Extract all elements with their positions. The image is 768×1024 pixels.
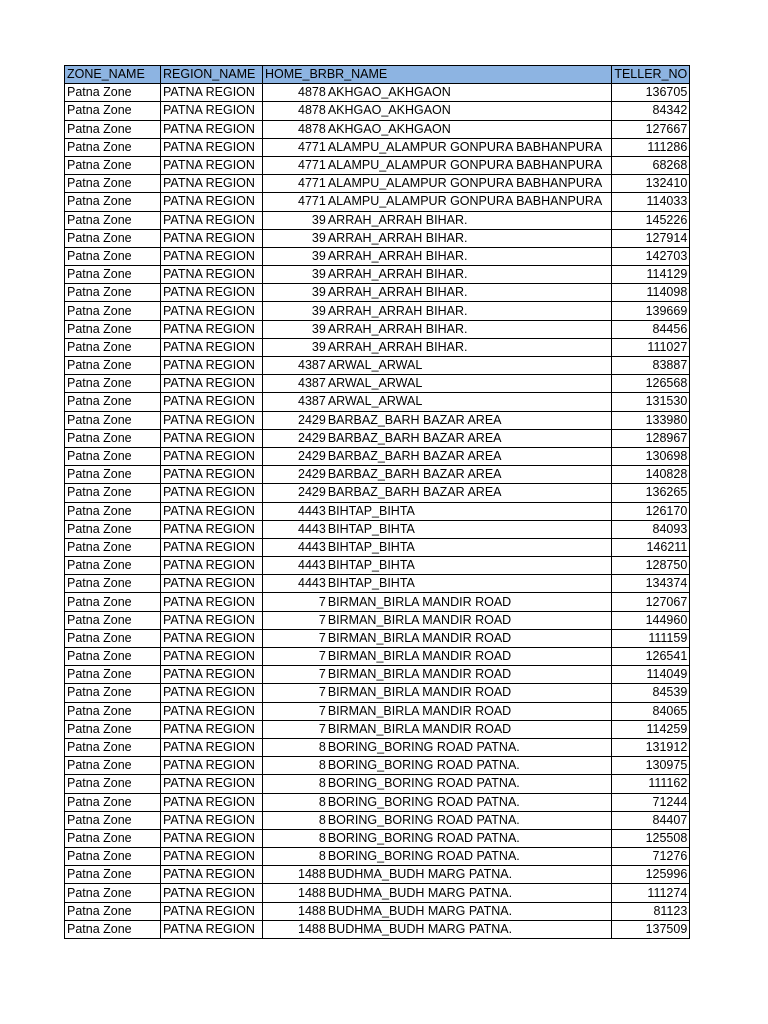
cell-region-name: PATNA REGION (161, 593, 263, 611)
cell-home-br: 8 (263, 793, 327, 811)
table-row (65, 811, 690, 829)
cell-home-br: 4443 (263, 557, 327, 575)
cell-br-name: BORING_BORING ROAD PATNA. (327, 775, 612, 793)
cell-home-br: 8 (263, 757, 327, 775)
cell-home-br: 4387 (263, 393, 327, 411)
table-row (65, 484, 690, 502)
cell-region-name: PATNA REGION (161, 429, 263, 447)
cell-br-name: AKHGAO_AKHGAON (327, 84, 612, 102)
cell-region-name: PATNA REGION (161, 811, 263, 829)
cell-home-br: 4771 (263, 193, 327, 211)
cell-teller-no: 81123 (612, 902, 690, 920)
cell-zone-name: Patna Zone (65, 920, 161, 938)
cell-zone-name: Patna Zone (65, 502, 161, 520)
cell-br-name: ARWAL_ARWAL (327, 357, 612, 375)
cell-zone-name: Patna Zone (65, 575, 161, 593)
cell-region-name: PATNA REGION (161, 611, 263, 629)
cell-home-br: 7 (263, 684, 327, 702)
cell-region-name: PATNA REGION (161, 156, 263, 174)
cell-zone-name: Patna Zone (65, 593, 161, 611)
cell-region-name: PATNA REGION (161, 393, 263, 411)
cell-home-br: 4443 (263, 538, 327, 556)
cell-region-name: PATNA REGION (161, 738, 263, 756)
table-row (65, 247, 690, 265)
cell-teller-no: 140828 (612, 466, 690, 484)
header-teller-no: TELLER_NO (612, 66, 690, 84)
cell-home-br: 7 (263, 720, 327, 738)
cell-home-br: 4771 (263, 138, 327, 156)
cell-home-br: 39 (263, 284, 327, 302)
cell-br-name: ARRAH_ARRAH BIHAR. (327, 320, 612, 338)
table-row (65, 284, 690, 302)
cell-teller-no: 84539 (612, 684, 690, 702)
cell-region-name: PATNA REGION (161, 229, 263, 247)
cell-home-br: 39 (263, 247, 327, 265)
cell-region-name: PATNA REGION (161, 484, 263, 502)
table-row (65, 775, 690, 793)
cell-home-br: 4443 (263, 575, 327, 593)
table-header (65, 66, 690, 84)
cell-br-name: ALAMPU_ALAMPUR GONPURA BABHANPURA (327, 175, 612, 193)
cell-br-name: BUDHMA_BUDH MARG PATNA. (327, 884, 612, 902)
cell-teller-no: 68268 (612, 156, 690, 174)
cell-zone-name: Patna Zone (65, 120, 161, 138)
table-row (65, 102, 690, 120)
table-row (65, 357, 690, 375)
cell-teller-no: 131912 (612, 738, 690, 756)
cell-br-name: BIRMAN_BIRLA MANDIR ROAD (327, 684, 612, 702)
cell-br-name: BUDHMA_BUDH MARG PATNA. (327, 866, 612, 884)
cell-zone-name: Patna Zone (65, 302, 161, 320)
cell-home-br: 7 (263, 648, 327, 666)
table-row (65, 629, 690, 647)
cell-teller-no: 111159 (612, 629, 690, 647)
cell-zone-name: Patna Zone (65, 411, 161, 429)
cell-home-br: 2429 (263, 484, 327, 502)
cell-region-name: PATNA REGION (161, 447, 263, 465)
cell-teller-no: 71244 (612, 793, 690, 811)
table-row (65, 429, 690, 447)
cell-br-name: BIHTAP_BIHTA (327, 520, 612, 538)
cell-teller-no: 131530 (612, 393, 690, 411)
cell-home-br: 4387 (263, 357, 327, 375)
cell-home-br: 2429 (263, 466, 327, 484)
table-row (65, 175, 690, 193)
cell-teller-no: 127067 (612, 593, 690, 611)
cell-home-br: 7 (263, 629, 327, 647)
cell-home-br: 4771 (263, 175, 327, 193)
cell-br-name: BIRMAN_BIRLA MANDIR ROAD (327, 666, 612, 684)
cell-teller-no: 126568 (612, 375, 690, 393)
cell-zone-name: Patna Zone (65, 720, 161, 738)
table-row (65, 193, 690, 211)
cell-region-name: PATNA REGION (161, 666, 263, 684)
cell-teller-no: 137509 (612, 920, 690, 938)
table-row (65, 829, 690, 847)
cell-zone-name: Patna Zone (65, 793, 161, 811)
cell-home-br: 8 (263, 848, 327, 866)
table-row (65, 557, 690, 575)
table-row (65, 447, 690, 465)
cell-zone-name: Patna Zone (65, 684, 161, 702)
cell-teller-no: 144960 (612, 611, 690, 629)
cell-zone-name: Patna Zone (65, 84, 161, 102)
cell-teller-no: 126541 (612, 648, 690, 666)
cell-zone-name: Patna Zone (65, 884, 161, 902)
cell-region-name: PATNA REGION (161, 848, 263, 866)
cell-teller-no: 111286 (612, 138, 690, 156)
cell-br-name: ARWAL_ARWAL (327, 393, 612, 411)
cell-home-br: 39 (263, 302, 327, 320)
cell-region-name: PATNA REGION (161, 284, 263, 302)
table-row (65, 156, 690, 174)
cell-br-name: BARBAZ_BARH BAZAR AREA (327, 429, 612, 447)
cell-br-name: BARBAZ_BARH BAZAR AREA (327, 411, 612, 429)
cell-br-name: BARBAZ_BARH BAZAR AREA (327, 484, 612, 502)
cell-zone-name: Patna Zone (65, 102, 161, 120)
cell-br-name: BORING_BORING ROAD PATNA. (327, 829, 612, 847)
cell-zone-name: Patna Zone (65, 447, 161, 465)
table-row (65, 920, 690, 938)
cell-teller-no: 133980 (612, 411, 690, 429)
cell-br-name: BORING_BORING ROAD PATNA. (327, 848, 612, 866)
cell-region-name: PATNA REGION (161, 702, 263, 720)
table-row (65, 338, 690, 356)
cell-region-name: PATNA REGION (161, 775, 263, 793)
table-row (65, 138, 690, 156)
cell-zone-name: Patna Zone (65, 211, 161, 229)
cell-teller-no: 130698 (612, 447, 690, 465)
cell-zone-name: Patna Zone (65, 702, 161, 720)
cell-home-br: 8 (263, 829, 327, 847)
cell-br-name: BIRMAN_BIRLA MANDIR ROAD (327, 611, 612, 629)
cell-teller-no: 114259 (612, 720, 690, 738)
table-row (65, 575, 690, 593)
cell-zone-name: Patna Zone (65, 338, 161, 356)
cell-br-name: BARBAZ_BARH BAZAR AREA (327, 466, 612, 484)
cell-teller-no: 145226 (612, 211, 690, 229)
cell-home-br: 8 (263, 738, 327, 756)
cell-home-br: 2429 (263, 447, 327, 465)
cell-teller-no: 114129 (612, 266, 690, 284)
cell-br-name: BIHTAP_BIHTA (327, 557, 612, 575)
cell-zone-name: Patna Zone (65, 629, 161, 647)
cell-zone-name: Patna Zone (65, 648, 161, 666)
cell-region-name: PATNA REGION (161, 538, 263, 556)
table-row (65, 229, 690, 247)
cell-zone-name: Patna Zone (65, 829, 161, 847)
table-row (65, 848, 690, 866)
table-row (65, 611, 690, 629)
cell-teller-no: 125996 (612, 866, 690, 884)
cell-home-br: 4878 (263, 120, 327, 138)
table-row (65, 648, 690, 666)
cell-br-name: ALAMPU_ALAMPUR GONPURA BABHANPURA (327, 138, 612, 156)
cell-teller-no: 114098 (612, 284, 690, 302)
cell-teller-no: 136705 (612, 84, 690, 102)
table-row (65, 393, 690, 411)
cell-br-name: ARRAH_ARRAH BIHAR. (327, 211, 612, 229)
table-row (65, 538, 690, 556)
cell-zone-name: Patna Zone (65, 229, 161, 247)
cell-teller-no: 136265 (612, 484, 690, 502)
cell-br-name: BORING_BORING ROAD PATNA. (327, 757, 612, 775)
cell-zone-name: Patna Zone (65, 266, 161, 284)
cell-region-name: PATNA REGION (161, 193, 263, 211)
cell-br-name: BORING_BORING ROAD PATNA. (327, 793, 612, 811)
cell-teller-no: 132410 (612, 175, 690, 193)
cell-home-br: 39 (263, 320, 327, 338)
cell-br-name: AKHGAO_AKHGAON (327, 102, 612, 120)
cell-zone-name: Patna Zone (65, 557, 161, 575)
cell-home-br: 39 (263, 338, 327, 356)
cell-zone-name: Patna Zone (65, 520, 161, 538)
cell-home-br: 39 (263, 229, 327, 247)
cell-zone-name: Patna Zone (65, 811, 161, 829)
cell-zone-name: Patna Zone (65, 611, 161, 629)
cell-teller-no: 130975 (612, 757, 690, 775)
cell-region-name: PATNA REGION (161, 502, 263, 520)
header-zone-name: ZONE_NAME (65, 66, 161, 84)
cell-br-name: ARRAH_ARRAH BIHAR. (327, 302, 612, 320)
cell-br-name: BIHTAP_BIHTA (327, 538, 612, 556)
cell-zone-name: Patna Zone (65, 775, 161, 793)
cell-region-name: PATNA REGION (161, 757, 263, 775)
cell-zone-name: Patna Zone (65, 247, 161, 265)
cell-home-br: 39 (263, 266, 327, 284)
cell-br-name: BIRMAN_BIRLA MANDIR ROAD (327, 702, 612, 720)
cell-zone-name: Patna Zone (65, 538, 161, 556)
cell-home-br: 7 (263, 593, 327, 611)
cell-home-br: 7 (263, 666, 327, 684)
cell-teller-no: 139669 (612, 302, 690, 320)
cell-region-name: PATNA REGION (161, 120, 263, 138)
cell-teller-no: 84065 (612, 702, 690, 720)
cell-br-name: ARRAH_ARRAH BIHAR. (327, 338, 612, 356)
cell-home-br: 4443 (263, 520, 327, 538)
cell-region-name: PATNA REGION (161, 793, 263, 811)
cell-zone-name: Patna Zone (65, 866, 161, 884)
table-row (65, 211, 690, 229)
cell-zone-name: Patna Zone (65, 357, 161, 375)
cell-region-name: PATNA REGION (161, 357, 263, 375)
cell-teller-no: 84342 (612, 102, 690, 120)
cell-zone-name: Patna Zone (65, 757, 161, 775)
cell-teller-no: 126170 (612, 502, 690, 520)
cell-teller-no: 127667 (612, 120, 690, 138)
cell-br-name: ALAMPU_ALAMPUR GONPURA BABHANPURA (327, 193, 612, 211)
cell-home-br: 7 (263, 611, 327, 629)
cell-zone-name: Patna Zone (65, 284, 161, 302)
cell-home-br: 2429 (263, 411, 327, 429)
cell-region-name: PATNA REGION (161, 466, 263, 484)
cell-home-br: 8 (263, 811, 327, 829)
table-row (65, 666, 690, 684)
table-row (65, 302, 690, 320)
cell-br-name: BUDHMA_BUDH MARG PATNA. (327, 902, 612, 920)
cell-region-name: PATNA REGION (161, 629, 263, 647)
cell-zone-name: Patna Zone (65, 193, 161, 211)
cell-region-name: PATNA REGION (161, 575, 263, 593)
cell-br-name: ARRAH_ARRAH BIHAR. (327, 284, 612, 302)
table-row (65, 411, 690, 429)
cell-zone-name: Patna Zone (65, 156, 161, 174)
cell-br-name: BUDHMA_BUDH MARG PATNA. (327, 920, 612, 938)
cell-home-br: 1488 (263, 866, 327, 884)
cell-teller-no: 84093 (612, 520, 690, 538)
cell-zone-name: Patna Zone (65, 666, 161, 684)
cell-region-name: PATNA REGION (161, 884, 263, 902)
cell-teller-no: 111274 (612, 884, 690, 902)
table-row (65, 320, 690, 338)
table-row (65, 793, 690, 811)
cell-teller-no: 146211 (612, 538, 690, 556)
cell-teller-no: 128967 (612, 429, 690, 447)
cell-teller-no: 71276 (612, 848, 690, 866)
cell-zone-name: Patna Zone (65, 902, 161, 920)
cell-home-br: 1488 (263, 902, 327, 920)
cell-zone-name: Patna Zone (65, 375, 161, 393)
cell-region-name: PATNA REGION (161, 720, 263, 738)
cell-region-name: PATNA REGION (161, 102, 263, 120)
cell-home-br: 2429 (263, 429, 327, 447)
cell-teller-no: 114049 (612, 666, 690, 684)
cell-br-name: AKHGAO_AKHGAON (327, 120, 612, 138)
cell-br-name: BIRMAN_BIRLA MANDIR ROAD (327, 720, 612, 738)
header-br-name: BR_NAME (327, 66, 612, 84)
cell-zone-name: Patna Zone (65, 138, 161, 156)
cell-region-name: PATNA REGION (161, 902, 263, 920)
cell-br-name: ALAMPU_ALAMPUR GONPURA BABHANPURA (327, 156, 612, 174)
cell-region-name: PATNA REGION (161, 648, 263, 666)
cell-region-name: PATNA REGION (161, 338, 263, 356)
cell-br-name: ARWAL_ARWAL (327, 375, 612, 393)
cell-br-name: ARRAH_ARRAH BIHAR. (327, 266, 612, 284)
cell-teller-no: 84456 (612, 320, 690, 338)
cell-home-br: 4771 (263, 156, 327, 174)
cell-home-br: 1488 (263, 920, 327, 938)
cell-region-name: PATNA REGION (161, 920, 263, 938)
cell-home-br: 4443 (263, 502, 327, 520)
cell-teller-no: 142703 (612, 247, 690, 265)
table-row (65, 720, 690, 738)
cell-region-name: PATNA REGION (161, 520, 263, 538)
cell-zone-name: Patna Zone (65, 738, 161, 756)
table-row (65, 466, 690, 484)
cell-region-name: PATNA REGION (161, 138, 263, 156)
cell-teller-no: 134374 (612, 575, 690, 593)
table-row (65, 120, 690, 138)
cell-zone-name: Patna Zone (65, 484, 161, 502)
cell-br-name: BIHTAP_BIHTA (327, 575, 612, 593)
cell-teller-no: 128750 (612, 557, 690, 575)
teller-table (64, 65, 690, 939)
cell-region-name: PATNA REGION (161, 829, 263, 847)
cell-teller-no: 114033 (612, 193, 690, 211)
cell-teller-no: 111027 (612, 338, 690, 356)
cell-teller-no: 83887 (612, 357, 690, 375)
table-row (65, 738, 690, 756)
header-row (65, 66, 690, 84)
cell-region-name: PATNA REGION (161, 211, 263, 229)
cell-home-br: 4878 (263, 102, 327, 120)
cell-br-name: BIRMAN_BIRLA MANDIR ROAD (327, 648, 612, 666)
header-home-br: HOME_BR (263, 66, 327, 84)
cell-zone-name: Patna Zone (65, 320, 161, 338)
cell-region-name: PATNA REGION (161, 266, 263, 284)
cell-region-name: PATNA REGION (161, 557, 263, 575)
cell-region-name: PATNA REGION (161, 375, 263, 393)
cell-region-name: PATNA REGION (161, 684, 263, 702)
cell-zone-name: Patna Zone (65, 466, 161, 484)
cell-region-name: PATNA REGION (161, 302, 263, 320)
table-row (65, 902, 690, 920)
table-row (65, 884, 690, 902)
cell-zone-name: Patna Zone (65, 848, 161, 866)
cell-region-name: PATNA REGION (161, 866, 263, 884)
table-row (65, 702, 690, 720)
cell-teller-no: 127914 (612, 229, 690, 247)
table-row (65, 266, 690, 284)
cell-zone-name: Patna Zone (65, 429, 161, 447)
cell-br-name: BORING_BORING ROAD PATNA. (327, 738, 612, 756)
cell-region-name: PATNA REGION (161, 84, 263, 102)
cell-br-name: BORING_BORING ROAD PATNA. (327, 811, 612, 829)
table-row (65, 502, 690, 520)
table-body (65, 84, 690, 939)
cell-zone-name: Patna Zone (65, 175, 161, 193)
cell-region-name: PATNA REGION (161, 411, 263, 429)
table-row (65, 757, 690, 775)
cell-br-name: BIHTAP_BIHTA (327, 502, 612, 520)
cell-br-name: ARRAH_ARRAH BIHAR. (327, 247, 612, 265)
cell-home-br: 4387 (263, 375, 327, 393)
cell-teller-no: 111162 (612, 775, 690, 793)
table-row (65, 684, 690, 702)
cell-home-br: 39 (263, 211, 327, 229)
cell-br-name: BIRMAN_BIRLA MANDIR ROAD (327, 593, 612, 611)
cell-teller-no: 84407 (612, 811, 690, 829)
cell-teller-no: 125508 (612, 829, 690, 847)
cell-br-name: ARRAH_ARRAH BIHAR. (327, 229, 612, 247)
table-row (65, 84, 690, 102)
cell-br-name: BIRMAN_BIRLA MANDIR ROAD (327, 629, 612, 647)
table-row (65, 866, 690, 884)
cell-zone-name: Patna Zone (65, 393, 161, 411)
cell-region-name: PATNA REGION (161, 247, 263, 265)
cell-home-br: 1488 (263, 884, 327, 902)
table-row (65, 375, 690, 393)
header-region-name: REGION_NAME (161, 66, 263, 84)
cell-region-name: PATNA REGION (161, 175, 263, 193)
cell-home-br: 7 (263, 702, 327, 720)
table-row (65, 593, 690, 611)
cell-home-br: 4878 (263, 84, 327, 102)
table-row (65, 520, 690, 538)
cell-region-name: PATNA REGION (161, 320, 263, 338)
cell-br-name: BARBAZ_BARH BAZAR AREA (327, 447, 612, 465)
cell-home-br: 8 (263, 775, 327, 793)
